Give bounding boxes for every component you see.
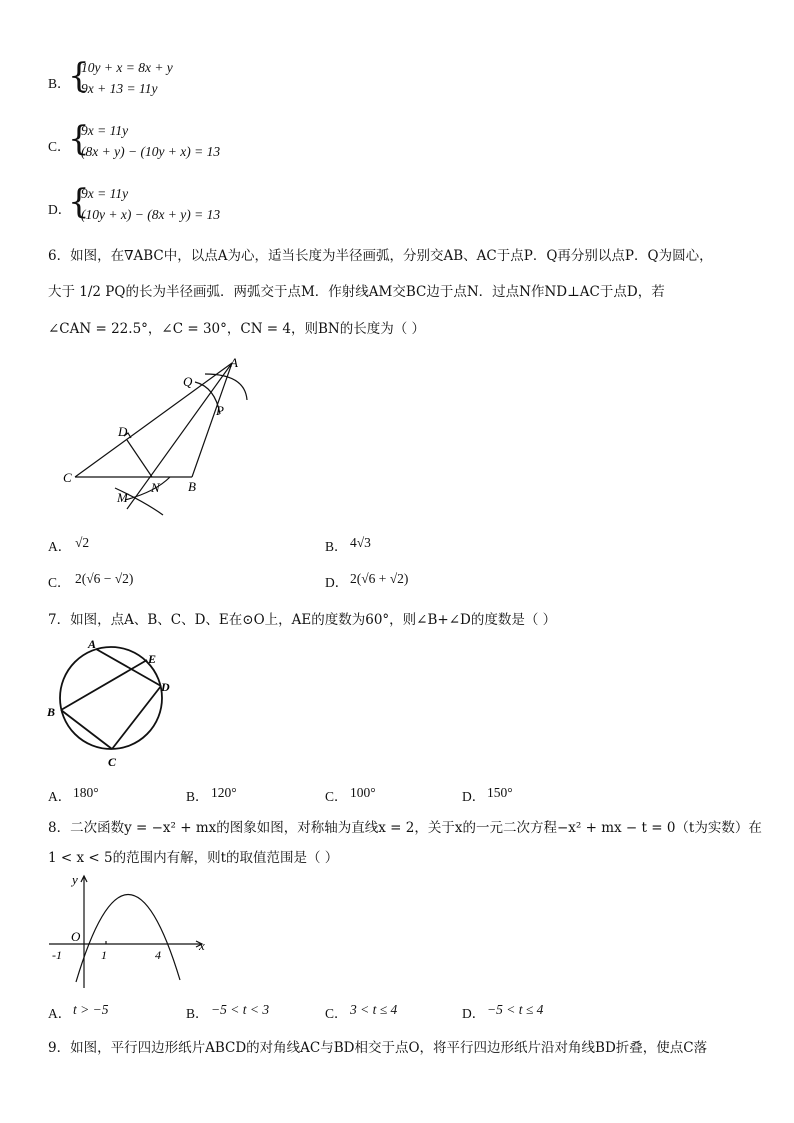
brace-icon: { [68, 119, 90, 159]
option-label: B． [48, 76, 71, 91]
option-d-text: −5 < t ≤ 4 [487, 1002, 544, 1017]
label-four: 4 [155, 948, 161, 962]
question-8-line-1: 8．二次函数y = −x² + mx的图象如图，对称轴为直线x = 2，关于x的一元二次方程−x² + mx − t = 0（t为实数）在 [48, 820, 762, 836]
equation-1: 9x = 11y [81, 123, 129, 138]
label-one: 1 [101, 948, 107, 962]
question-6-line-3: ∠CAN = 22.5°，∠C = 30°，CN = 4，则BN的长度为（ ） [48, 321, 426, 337]
label-e: E [148, 652, 157, 666]
option-a-label: A． [48, 539, 72, 554]
question-7-line-1: 7．如图，点A、B、C、D、E在⊙O上，AE的度数为60°，则∠B+∠D的度数是（ ） [48, 612, 557, 628]
label-neg1: -1 [52, 948, 62, 962]
label-o: O [71, 929, 81, 944]
label-x: x [199, 938, 205, 953]
label-a: A [230, 355, 238, 370]
label-n: N [151, 480, 160, 495]
option-a-text: 180° [73, 785, 99, 800]
option-label: C． [48, 139, 71, 154]
option-a-text: √2 [75, 535, 90, 550]
option-b-label: B． [186, 789, 209, 804]
option-c-text: 100° [350, 785, 376, 800]
label-d: D [118, 424, 128, 439]
option-c-text: 2(√6 − √2) [75, 571, 134, 586]
option-c-label: C． [325, 1006, 348, 1021]
label-b: B [47, 705, 56, 719]
question-6-line-1: 6．如图，在∇ABC中，以点A为心，适当长度为半径画弧，分别交AB、AC于点P．Q再分别以点P．Q为圆心， [48, 248, 713, 264]
equation-1: 9x = 11y [81, 186, 129, 201]
brace-icon: { [68, 182, 90, 222]
label-c: C [63, 470, 72, 485]
option-d-label: D． [325, 575, 349, 590]
equation-2: (8x + y) − (10y + x) = 13 [81, 144, 221, 159]
equation-2: 9x + 13 = 11y [81, 81, 158, 96]
option-c-text: 3 < t ≤ 4 [350, 1002, 398, 1017]
equation-1: 10y + x = 8x + y [81, 60, 173, 75]
label-q: Q [183, 374, 193, 389]
equation-2: (10y + x) − (8x + y) = 13 [81, 207, 221, 222]
label-a: A [88, 637, 97, 651]
option-b-label: B． [325, 539, 348, 554]
option-b-text: 4√3 [350, 535, 371, 550]
q8-parabola-figure [44, 870, 219, 990]
option-b-label: B． [186, 1006, 209, 1021]
question-6-line-2: 大于 1/2 PQ的长为半径画弧．两弧交于点M．作射线AM交BC边于点N．过点N作ND⊥AC于点D，若 [48, 284, 665, 300]
label-d: D [161, 680, 170, 694]
option-b-text: 120° [211, 785, 237, 800]
label-c: C [108, 755, 117, 769]
q7-circle-figure [44, 636, 184, 772]
option-c-label: C． [325, 789, 348, 804]
label-p: P [216, 403, 224, 418]
question-9-line-1: 9．如图，平行四边形纸片ABCD的对角线AC与BD相交于点O，将平行四边形纸片沿对角线BD折叠，使点C落 [48, 1040, 708, 1056]
label-y: y [72, 872, 78, 887]
option-d-text: 2(√6 + √2) [350, 571, 409, 586]
option-d-label: D． [462, 1006, 486, 1021]
label-b: B [188, 479, 196, 494]
q6-triangle-figure [55, 352, 265, 517]
option-a-text: t > −5 [73, 1002, 109, 1017]
option-a-label: A． [48, 1006, 72, 1021]
option-c-label: C． [48, 575, 71, 590]
question-8-line-2: 1 < x < 5的范围内有解，则t的取值范围是（ ） [48, 850, 339, 866]
option-d-text: 150° [487, 785, 513, 800]
option-d-label: D． [462, 789, 486, 804]
brace-icon: { [68, 56, 90, 96]
label-m: M [117, 490, 128, 505]
option-a-label: A． [48, 789, 72, 804]
option-label: D． [48, 202, 72, 217]
option-b-text: −5 < t < 3 [211, 1002, 270, 1017]
